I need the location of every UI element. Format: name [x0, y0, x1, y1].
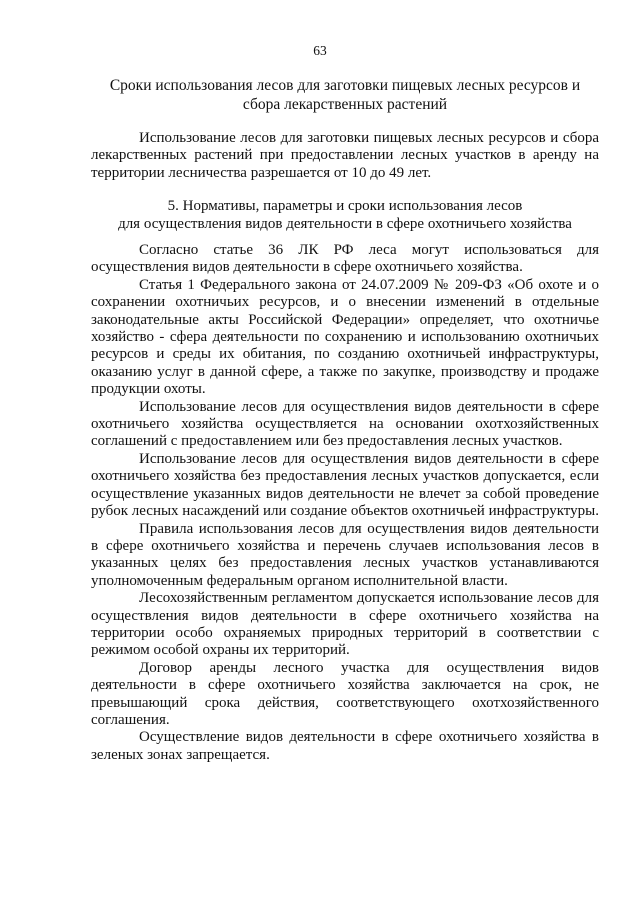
section-title	[91, 197, 599, 233]
subsection-title	[90, 76, 600, 114]
paragraph: Договор аренды лесного участка для осуществления видов деятельности в сфере охотничьего хозяйства заключается на срок, не превышающий срока действия, соответствующего охотхозяйственного соглашения.	[91, 659, 599, 728]
section-body	[91, 242, 599, 764]
paragraph: Правила использования лесов для осуществления видов деятельности в сфере охотничьего хозяйства и перечень случаев использования лесов в указанных целях без предоставления лесных участков устанавливаются уполномоченным федеральным органом исполнительной власти.	[91, 520, 599, 589]
subsection-title-line-2: сбора лекарственных растений	[242, 96, 448, 113]
intro-text-block	[91, 130, 599, 182]
intro-paragraph: Использование лесов для заготовки пищевых лесных ресурсов и сбора лекарственных растений при предоставлении лесных участков в аренду на территории лесничества разрешается от 10 до 49 лет.	[91, 130, 599, 181]
subsection-title-line-1: Сроки использования лесов для заготовки пищевых лесных ресурсов и	[109, 77, 581, 94]
section-title-line-1: 5. Нормативы, параметры и сроки использования лесов	[167, 198, 523, 214]
section-title-line-2: для осуществления видов деятельности в сфере охотничьего хозяйства	[118, 216, 572, 232]
paragraph: Согласно статье 36 ЛК РФ леса могут использоваться для осуществления видов деятельности в сфере охотничьего хозяйства.	[91, 242, 599, 276]
paragraph: Лесохозяйственным регламентом допускается использование лесов для осуществления видов деятельности в сфере охотничьего хозяйства на территории особо охраняемых природных территорий в соответствии с режимом особой охраны их территорий.	[91, 590, 599, 659]
paragraph: Осуществление видов деятельности в сфере охотничьего хозяйства в зеленых зонах запрещается.	[91, 729, 599, 763]
paragraph: Использование лесов для осуществления видов деятельности в сфере охотничьего хозяйства осуществляется на основании охотхозяйственных соглашений с предоставлением или без предоставления лесных участков.	[91, 398, 599, 450]
paragraph: Использование лесов для осуществления видов деятельности в сфере охотничьего хозяйства без предоставления лесных участков допускается, если осуществление указанных видов деятельности не влечет за собой проведение рубок лесных насаждений или создание объектов охотничьей инфраструктуры.	[91, 450, 599, 520]
paragraph: Статья 1 Федерального закона от 24.07.2009 № 209-ФЗ «Об охоте и о сохранении охотничьих ресурсов, и о внесении изменений в отдельные законодательные акты Российской Федерации» определяет, что охотничье хозяйство - сфера деятельности по сохранению и использованию охотничьих ресурсов и среды их обитания, по созданию охотничьей инфраструктуры, оказанию услуг в данной сфере, а также по закупке, производству и продаже продукции охоты.	[91, 276, 599, 398]
page-number: 63	[313, 43, 327, 58]
